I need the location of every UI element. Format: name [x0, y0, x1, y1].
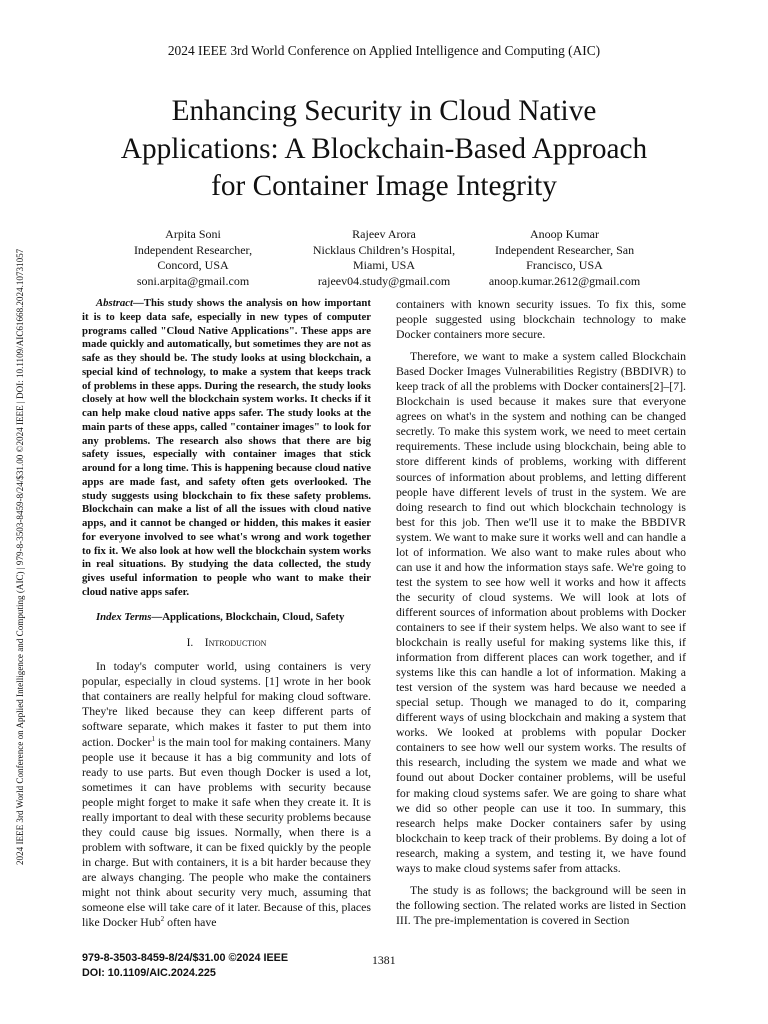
- page-number: 1381: [372, 953, 396, 967]
- section-heading: [82, 636, 371, 651]
- intro-text: often have: [164, 915, 217, 930]
- author-affiliation: Miami, USA: [352, 258, 415, 273]
- author-name: Rajeev Arora: [352, 227, 416, 241]
- footnote-marker: 2: [160, 915, 165, 924]
- title-line: Enhancing Security in Cloud Native: [171, 95, 597, 127]
- index-terms: [82, 611, 371, 625]
- footer-doi[interactable]: DOI: 10.1109/AIC.2024.225: [82, 966, 216, 979]
- intro-text: is the main tool for making containers. Many people use it because it has a big community and lots of ready to use parts. But even though Docker is used a lot, sometimes it can have problems with security because people might forget to make it safe when they create it. It is really important to deal with these security problems because they could cause big issues. Normally, when there is a problem with software, it can be fixed quickly by the people in charge. But with containers, it is a bit harder because they are always changing. The people who make the containers might not think about security very much, assuming that someone else will take care of it later. Because of this, places like Docker Hub: [82, 734, 371, 930]
- author-block: [88, 227, 298, 289]
- side-banner: 2024 IEEE 3rd World Conference on Applied Intelligence and Computing (AIC) | 979-8-3503-8459-8/24/$31.00 ©2024 IEEE | DOI: 10.1109/AIC61668.2024.10731057: [15, 248, 25, 865]
- author-affiliation: Nicklaus Children’s Hospital,: [312, 242, 456, 257]
- body-paragraph: Therefore, we want to make a system called Blockchain Based Docker Images Vulnerabilities Registry (BBDIVR) to keep track of all the problems with Docker containers[2]–[7]. Blockchain is used because it makes sure that everyone agrees on what's in the system and nothing can be changed secretly. To make this system work, we need to meet certain requirements. These include using blockchain, being able to store different kinds of problems, working with different sources of information about problems, and letting different people have different levels of trust in the system. We are doing research to find out which blockchain technology is best for this job. Then we'll use it to make the BBDIVR system. We want to make sure it works well and can handle a lot of information. We also want to make rules about who can use it and how the information stays safe. We're going to test the system to see how well it works and how it affects the security of cloud systems. We will look at lots of different sources of information about problems with Docker containers to see if their system helps. We also want to see if blockchain is really useful for making systems like this, if information from different places can work together, and if systems like this can handle a lot of information. Making a test version of the system was hard because we needed a special setup. Though we managed to do it, comparing different ways of using blockchain and making a system that works. We looked at problems with popular Docker containers to see how well our system works. The results of this research, including the system we made and what we found out about Docker container problems, will be useful for making cloud systems safer. We are going to share what we did so other people can use it too. In summary, this research helps make Docker containers safer by using blockchain to keep track of their problems. By doing a lot of research, making a system, and testing it, we have found ways to make cloud systems safer from attacks.: [396, 349, 686, 875]
- section-title: Introduction: [204, 637, 267, 650]
- abstract-label: Abstract: [96, 297, 134, 309]
- author-affiliation: Concord, USA: [157, 258, 229, 273]
- author-affiliation: Francisco, USA: [526, 258, 603, 273]
- intro-paragraph: [82, 659, 371, 930]
- footer-isbn: 979-8-3503-8459-8/24/$31.00 ©2024 IEEE: [82, 952, 289, 964]
- author-email[interactable]: anoop.kumar.2612@gmail.com: [488, 273, 641, 288]
- author-email[interactable]: rajeev04.study@gmail.com: [317, 273, 451, 288]
- author-block: [275, 227, 493, 289]
- index-terms-label: Index Terms: [96, 610, 152, 623]
- abstract-text: —This study shows the analysis on how important it is to keep data safe, especially in new types of computer programs called "Cloud Native Applications". These apps are made quickly and automatically, but sometimes they are not as safe as they should be. The study looks at using blockchain, a special kind of technology, to make a system that keeps track of problems in these apps. During the research, the study looks closely at how well the blockchain system works. It checks if it can help make cloud native apps safer. The study looks at the main parts of these apps, called "container images" to look for any problems. The research also shows that there are big safety issues, especially with container images that stick around for a long time. This is happening because cloud native apps are made fast, and safety often gets overlooked. The study suggests using blockchain to fix these safety problems. Blockchain can make a list of all the issues with cloud native apps, and it cannot be changed or hidden, this makes it easier for everyone involved to see what's wrong and work together to fix it. We also look at how well the blockchain system works in real situations. By studying the data collected, the study gives useful information to people who want to make their cloud native apps safer.: [82, 297, 371, 598]
- conference-header: 2024 IEEE 3rd World Conference on Applied Intelligence and Computing (AIC): [167, 43, 601, 58]
- footer-copyright: [82, 951, 288, 980]
- body-paragraph: containers with known security issues. To fix this, some people suggested using blockchain technology to make Docker containers more secure.: [396, 297, 686, 342]
- author-block: [462, 227, 667, 289]
- author-name: Arpita Soni: [165, 227, 221, 241]
- section-number: I.: [186, 637, 194, 650]
- right-column: [396, 297, 686, 928]
- author-email[interactable]: soni.arpita@gmail.com: [136, 273, 250, 288]
- abstract: [82, 297, 371, 600]
- left-column: [82, 297, 371, 930]
- author-affiliation: Independent Researcher, San: [494, 242, 635, 257]
- body-paragraph: The study is as follows; the background will be seen in the following section. The related works are listed in Section III. The pre-implementation is covered in Section: [396, 882, 686, 927]
- intro-text: In today's computer world, using containers is very popular, especially in cloud systems. [1] wrote in her book that containers are really helpful for making cloud software. They're liked because they can keep different parts of software separate, which makes it faster to put them into action. Docker: [82, 659, 371, 749]
- author-affiliation: Independent Researcher,: [133, 242, 253, 257]
- index-terms-text: —Applications, Blockchain, Cloud, Safety: [151, 610, 345, 623]
- paper-title: [80, 93, 688, 206]
- title-line: Applications: A Blockchain-Based Approach: [120, 132, 648, 165]
- author-name: Anoop Kumar: [530, 227, 599, 241]
- footnote-marker: 1: [151, 734, 155, 743]
- title-line: for Container Image Integrity: [211, 170, 557, 202]
